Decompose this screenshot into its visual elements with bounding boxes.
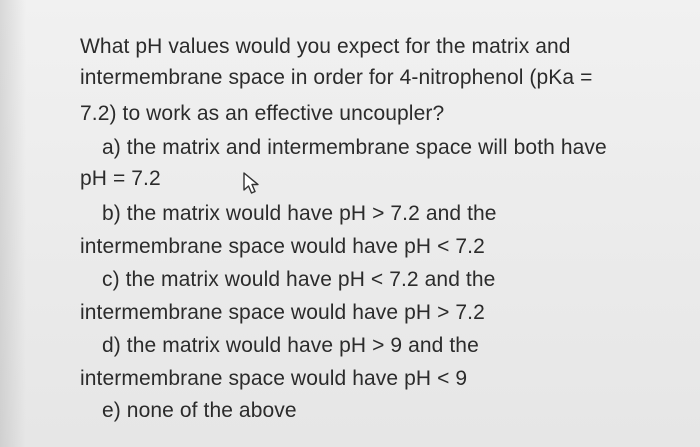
option-e-line-1: e) none of the above <box>102 399 297 422</box>
question-line-3: 7.2) to work as an effective uncoupler? <box>80 102 445 125</box>
question-line-1: What pH values would you expect for the matrix and <box>80 35 571 58</box>
option-b-line-2: intermembrane space would have pH < 7.2 <box>80 235 485 258</box>
mouse-cursor-icon <box>240 171 266 197</box>
option-c-line-1: c) the matrix would have pH < 7.2 and the <box>102 268 496 291</box>
option-a-line-2: pH = 7.2 <box>80 167 161 190</box>
option-b-line-1: b) the matrix would have pH > 7.2 and the <box>102 202 497 225</box>
question-line-2: intermembrane space in order for 4-nitrophenol (pKa = <box>80 66 593 89</box>
option-a-line-1: a) the matrix and intermembrane space will both have <box>102 136 607 159</box>
option-d-line-2: intermembrane space would have pH < 9 <box>80 367 468 390</box>
option-c-line-2: intermembrane space would have pH > 7.2 <box>80 301 485 324</box>
option-d-line-1: d) the matrix would have pH > 9 and the <box>102 334 479 357</box>
page-edge-shadow <box>0 0 26 447</box>
